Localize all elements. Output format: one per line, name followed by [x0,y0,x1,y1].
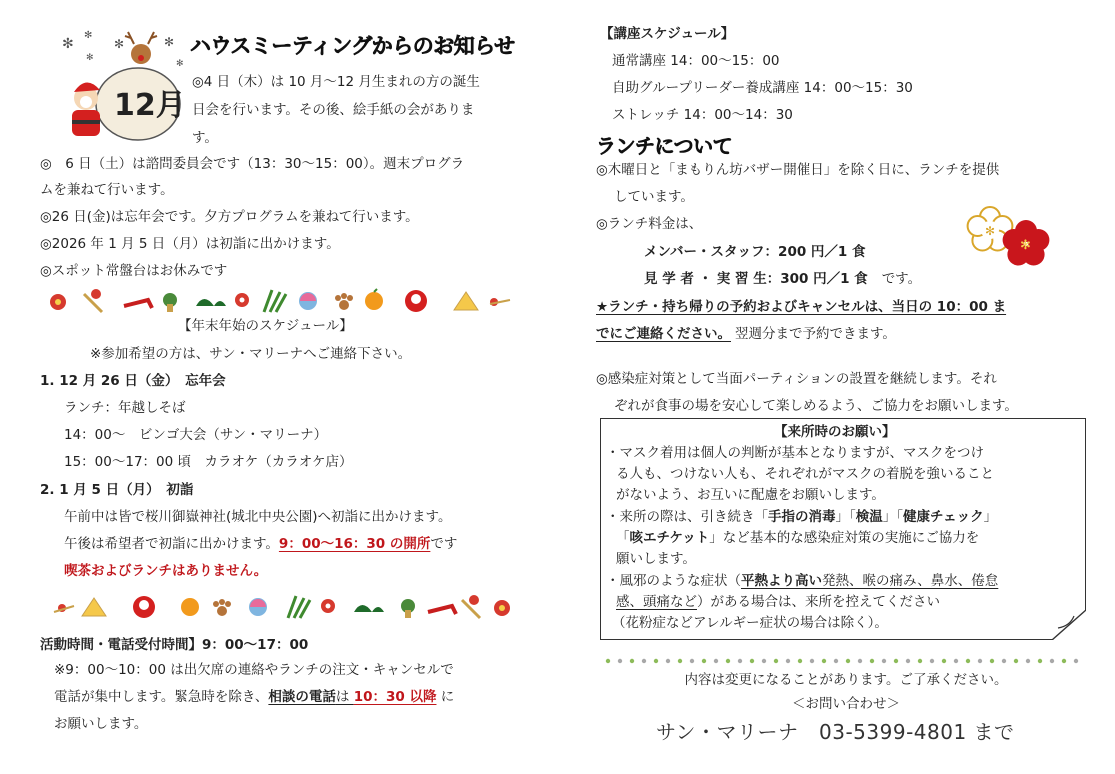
visit-b2-g: 」 [983,509,998,525]
hours-line-2-e: に [436,689,455,705]
divider-dot [1050,659,1054,663]
divider-dot [762,659,766,663]
divider-dot [846,659,850,663]
divider-dot [990,659,994,663]
divider-dot [954,659,958,663]
visit-b2-e: 」「 [882,509,903,525]
svg-text:✻: ✻ [176,59,184,69]
price-member: メンバー・スタッフ：200 円／1 食 [644,244,866,260]
lunch-title: ランチについて [596,134,733,158]
intro-line-3: す。 [192,130,218,146]
item2-line-2-a: 午後は希望者で初詣に出かけます。 [64,536,279,552]
divider-dot [726,659,730,663]
divider-dot [918,659,922,663]
divider-dot [810,659,814,663]
divider-dot [798,659,802,663]
notice-line-2: ムを兼ねて行います。 [40,182,174,198]
divider-dot [978,659,982,663]
item2-line-2-c: です [430,536,458,552]
visit-b3-2a: 感、頭痛など [616,594,697,610]
notice-line-3: ◎26 日(金)は忘年会です。夕方プログラムを兼ねて行います。 [40,209,419,225]
notice-line-5: ◎スポット常盤台はお休みです [40,263,228,279]
divider-dot [822,659,826,663]
course-line-3: ストレッチ 14：00～14：30 [612,107,793,123]
svg-text:✻: ✻ [985,224,996,238]
infection-line-2: ぞれが食事の場を安心して楽しめるよう、ご協力をお願いします。 [614,398,1018,414]
visit-b3-1 [606,571,998,591]
visit-b2-c: 」「 [835,509,856,525]
svg-text:✻: ✻ [62,36,74,52]
reserve-next-week: 翌週分まで予約できます。 [735,326,896,342]
item1-line-2: 14：00～ ビンゴ大会（サン・マリーナ） [64,427,328,443]
visit-b2-3: 願いします。 [616,551,696,567]
fever-highlight: 平熱より高い [741,573,822,589]
change-note: 内容は変更になることがあります。ご了承ください。 [684,672,1008,688]
course-line-1: 通常講座 14：00～15：00 [612,53,780,69]
svg-text:✻: ✻ [1020,238,1031,253]
hand-disinfect: 手指の消毒 [768,509,836,525]
item1-line-3: 15：00～17：00 頃 カラオケ（カラオケ店） [64,454,353,470]
divider-dot [618,659,622,663]
divider-dot [606,659,610,663]
divider-dot [702,659,706,663]
temperature-check: 検温 [855,509,883,525]
divider-dot [906,659,910,663]
notice-line-4: ◎2026 年 1 月 5 日（月）は初詣に出かけます。 [40,236,340,252]
divider-dot [714,659,718,663]
divider-dot [870,659,874,663]
intro-line-2: 日会を行います。その後、絵手紙の会がありま [192,102,475,118]
lunch-line-3: ◎ランチ料金は、 [596,216,703,232]
no-cafe-notice: 喫茶およびランチはありません。 [64,563,268,579]
course-line-2: 自助グループリーダー養成講座 14：00～15：30 [612,80,913,96]
intro-line-1: ◎4 日（木）は 10 月～12 月生まれの方の誕生 [192,74,480,90]
contact-info: サン・マリーナ 03-5399-4801 まで [656,720,1015,744]
page-fold-corner [1052,610,1086,640]
page-title: ハウスミーティングからのお知らせ [190,34,515,58]
visit-b3-c: 発熱、喉の痛み、鼻水、倦怠 [822,573,999,589]
reserve-deadline: でにご連絡ください。 [596,326,731,342]
lunch-line-2: しています。 [614,189,694,205]
divider-dot [834,659,838,663]
course-title: 【講座スケジュール】 [600,26,735,42]
divider-dot [654,659,658,663]
inquiry-label: ＜お問い合わせ＞ [792,696,900,712]
visit-b1-3: がないよう、お互いに配慮をお願いします。 [616,487,885,503]
visit-b3-2b: ）がある場合は、来所を控えてください [697,594,940,610]
svg-text:✻: ✻ [84,30,93,41]
hours-line-3: お願いします。 [54,716,148,732]
divider-dot [678,659,682,663]
divider-dot [738,659,742,663]
item1-line-1: ランチ：年越しそば [64,400,186,416]
divider-dot [1074,659,1078,663]
dotted-divider [604,656,1082,666]
divider-dot [1026,659,1030,663]
visit-b3-2 [616,592,940,612]
hours-line-2-c: は [335,689,354,705]
visit-b1-1: ・マスク着用は個人の判断が基本となりますが、マスクをつけ [606,445,984,461]
divider-dot [786,659,790,663]
item1-heading: 1. 12 月 26 日（金） 忘年会 [40,373,226,389]
hours-line-1: ※9：00～10：00 は出欠席の連絡やランチの注文・キャンセルで [54,662,454,678]
visit-b3-3: （花粉症などアレルギー症状の場合は除く）。 [612,615,888,631]
divider-dot [642,659,646,663]
visit-b2-a: ・来所の際は、引き続き「 [606,509,768,525]
visit-b3-a: ・風邪のような症状（ [606,573,741,589]
divider-dot [690,659,694,663]
item2-line-2 [64,534,457,554]
divider-dot [1038,659,1042,663]
new-year-decoration-border [44,286,514,316]
new-year-decoration-border-bottom [44,592,514,622]
visit-b2-2c: 」など基本的な感染症対策の実施にご協力を [709,530,980,546]
divider-dot [750,659,754,663]
item2-line-1: 午前中は皆で桜川御嶽神社(城北中央公園)へ初詣に出かけます。 [64,509,452,525]
visit-b1-2: る人も、つけない人も、それぞれがマスクの着脱を強いること [616,466,994,482]
divider-dot [1062,659,1066,663]
open-hours-highlight: 9：00～16：30 の開所 [278,536,431,552]
divider-dot [966,659,970,663]
svg-text:✻: ✻ [86,53,94,63]
price-visitor: 見 学 者 ・ 実 習 生：300 円／1 食 [644,271,868,287]
infection-line-1: ◎感染症対策として当面パーティションの設置を継続します。それ [596,371,997,387]
schedule-title: 【年末年始のスケジュール】 [178,318,353,334]
svg-text:✻: ✻ [164,35,175,49]
divider-dot [1002,659,1006,663]
divider-dot [882,659,886,663]
lunch-line-1: ◎木曜日と「まもりん坊バザー開催日」を除く日に、ランチを提供 [596,162,1000,178]
visit-b2-2a: 「 [616,530,630,546]
divider-dot [930,659,934,663]
plum-blossom-decoration [964,202,1054,274]
cough-etiquette: 咳エチケット [629,530,710,546]
divider-dot [774,659,778,663]
reserve-line-2 [596,324,896,344]
divider-dot [858,659,862,663]
svg-text:✻: ✻ [114,37,125,51]
consult-call: 相談の電話 [268,689,336,705]
schedule-note: ※参加希望の方は、サン・マリーナへご連絡下さい。 [90,346,412,362]
divider-dot [894,659,898,663]
item2-heading: 2. 1 月 5 日（月） 初詣 [40,482,194,498]
after-1030-highlight: 10：30 以降 [353,689,437,705]
price-suffix: です。 [881,271,922,287]
divider-dot [630,659,634,663]
badge-label: 12月 [114,88,186,123]
health-check: 健康チェック [903,509,984,525]
visit-b2-2 [616,528,979,548]
hours-heading: 活動時間・電話受付時間】9：00～17：00 [40,637,309,653]
visit-b2-1 [606,507,997,527]
divider-dot [1014,659,1018,663]
visit-title: 【来所時のお願い】 [774,424,896,440]
price-visitor-row [644,269,921,289]
hours-line-2-a: 電話が集中します。緊急時を除き、 [54,689,269,705]
divider-dot [942,659,946,663]
hours-line-2 [54,687,454,707]
divider-dot [666,659,670,663]
notice-line-1: ◎ 6 日（土）は諮問委員会です（13：30～15：00）。週末プログラ [40,156,465,172]
reserve-line-1: ★ランチ・持ち帰りの予約およびキャンセルは、当日の 10：00 ま [596,299,1007,315]
